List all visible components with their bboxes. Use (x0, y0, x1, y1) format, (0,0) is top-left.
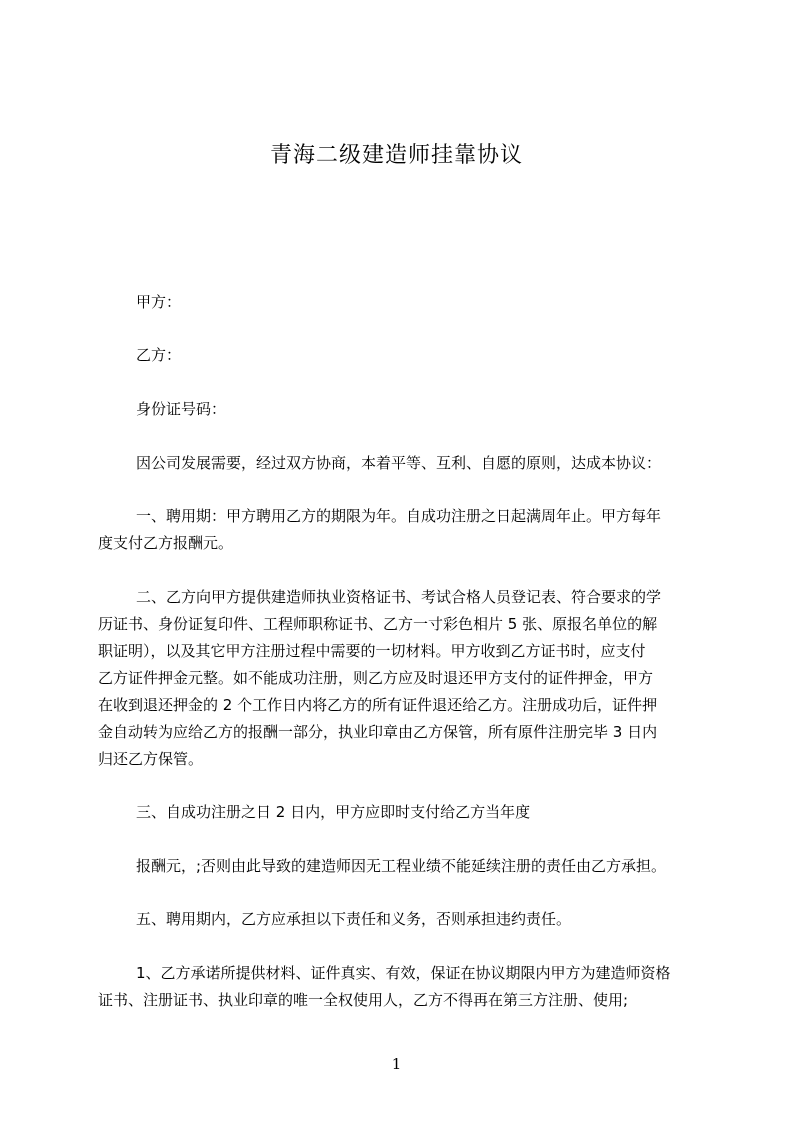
clause2-line: 职证明），以及其它甲方注册过程中需要的一切材料。甲方收到乙方证书时，应支付 (98, 642, 646, 660)
item1-line: 1、乙方承诺所提供材料、证件真实、有效，保证在协议期限内甲方为建造师资格 (136, 964, 671, 982)
clause5-paragraph: 五、聘用期内，乙方应承担以下责任和义务，否则承担违约责任。 (136, 910, 572, 928)
clause2-line: 二、乙方向甲方提供建造师执业资格证书、考试合格人员登记表、符合要求的学 (136, 588, 662, 606)
clause2-line: 乙方证件押金元整。如不能成功注册，则乙方应及时退还甲方支付的证件押金，甲方 (98, 669, 654, 687)
clause2-line: 归还乙方保管。 (98, 750, 204, 768)
clause2-line: 金自动转为应给乙方的报酬一部分，执业印章由乙方保管，所有原件注册完毕 3 日内 (98, 723, 658, 741)
party-a-label: 甲方： (136, 293, 182, 311)
item1-line: 证书、注册证书、执业印章的唯一全权使用人，乙方不得再在第三方注册、使用; (98, 991, 629, 1009)
clause2-line: 在收到退还押金的 2 个工作日内将乙方的所有证件退还给乙方。注册成功后，证件押 (98, 696, 658, 714)
party-b-label: 乙方： (136, 346, 182, 364)
intro-paragraph: 因公司发展需要，经过双方协商，本着平等、互利、自愿的原则，达成本协议： (136, 454, 662, 472)
clause1-line: 一、聘用期：甲方聘用乙方的期限为年。自成功注册之日起满周年止。甲方每年 (136, 507, 662, 525)
clause1-line: 度支付乙方报酬元。 (98, 534, 234, 552)
clause2-line: 历证书、身份证复印件、工程师职称证书、乙方一寸彩色相片 5 张、原报名单位的解 (98, 615, 658, 633)
clause3-continuation: 报酬元，;否则由此导致的建造师因无工程业绩不能延续注册的责任由乙方承担。 (136, 857, 667, 875)
clause3-paragraph: 三、自成功注册之日 2 日内，甲方应即时支付给乙方当年度 (136, 803, 531, 821)
id-number-label: 身份证号码： (136, 400, 227, 418)
document-title: 青海二级建造师挂靠协议 (269, 143, 523, 168)
page-number: 1 (391, 1055, 402, 1073)
